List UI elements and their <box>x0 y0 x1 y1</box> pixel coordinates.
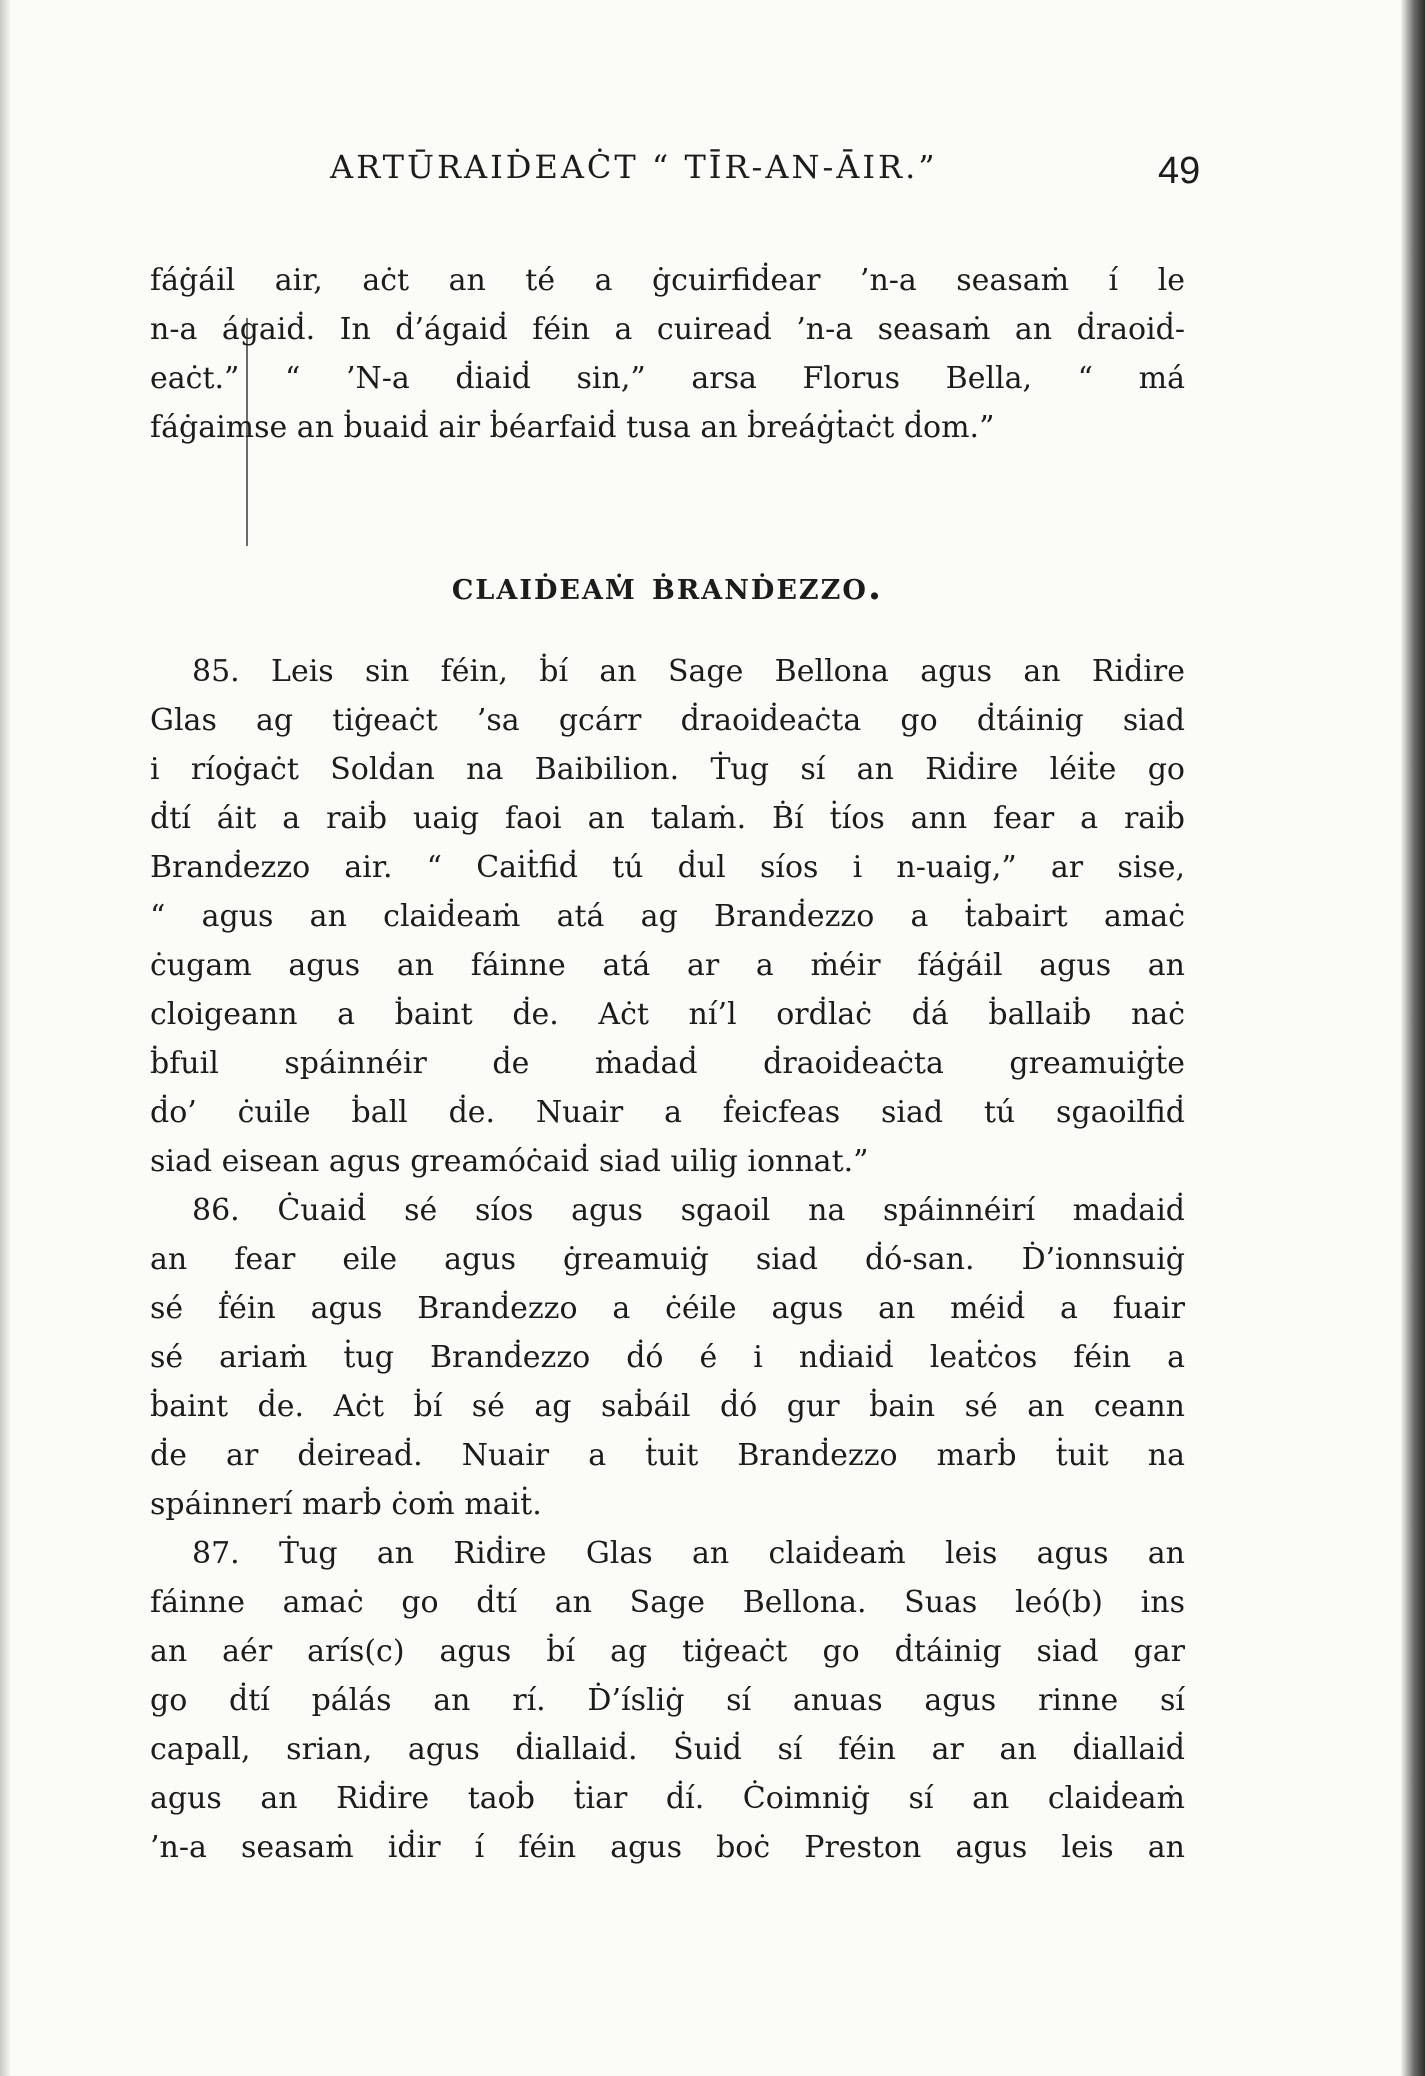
text-line: sé ḟéin agus Branḋezzo a ċéile agus an méiḋ a fuair <box>150 1291 1185 1326</box>
text-line: n-a ágaiḋ. In ḋ’ágaiḋ féin a cuireaḋ ’n-a seasaṁ an ḋraoiḋ- <box>150 312 1185 347</box>
paragraph-87 <box>150 1529 1185 1872</box>
text-line: “ agus an claiḋeaṁ atá ag Branḋezzo a ṫabairt amaċ <box>150 899 1185 934</box>
text-line: eaċt.” “ ’N-a ḋiaiḋ sin,” arsa Florus Bella, “ má <box>150 361 1185 396</box>
section-heading: claiḋeaṁ ḃranḋezzo. <box>451 563 884 608</box>
text-line: ḋe ar ḋeireaḋ. Nuair a ṫuit Branḋezzo marḃ ṫuit na <box>150 1438 1185 1473</box>
text-line: 85. Leis sin féin, ḃí an Sage Bellona agus an Riḋire <box>192 654 1185 689</box>
running-title: ARTŪRAIḊEAĊT “ TĪR-AN-ĀIR.” <box>330 148 938 186</box>
text-line: 86. Ċuaiḋ sé síos agus sgaoil na spáinnéirí maḋaiḋ <box>192 1193 1185 1228</box>
text-line: ḃfuil spáinnéir ḋe ṁaḋaḋ ḋraoiḋeaċta greamuiġṫe <box>150 1046 1185 1081</box>
text-line: ċugam agus an fáinne atá ar a ṁéir fáġáil agus an <box>150 948 1185 983</box>
scan-edge-right <box>1401 0 1425 2076</box>
text-line: an aér arís(c) agus ḃí ag tiġeaċt go ḋtáinig siad gar <box>150 1634 1185 1669</box>
text-line: Glas ag tiġeaċt ’sa gcárr ḋraoiḋeaċta go ḋtáinig siad <box>150 703 1185 738</box>
text-line: fáinne amaċ go ḋtí an Sage Bellona. Suas leó(b) ins <box>150 1585 1185 1620</box>
text-line: an fear eile agus ġreamuiġ siad ḋó-san. Ḋ’ionnsuiġ <box>150 1242 1185 1277</box>
text-line: Branḋezzo air. “ Caiṫfiḋ tú ḋul síos i n-uaig,” ar sise, <box>150 850 1185 885</box>
paragraph-85 <box>150 647 1185 1186</box>
paragraph-86 <box>150 1186 1185 1529</box>
page-number: 49 <box>1158 150 1201 192</box>
text-line: ḋtí áit a raiḃ uaig faoi an talaṁ. Ḃí ṫíos ann fear a raiḃ <box>150 801 1185 836</box>
text-line: fáġáil air, aċt an té a ġcuirfiḋear ’n-a seasaṁ í le <box>150 263 1185 298</box>
text-line: fáġaimse an ḃuaiḋ air ḃéarfaiḋ tusa an ḃreáġṫaċt ḋom.” <box>150 410 995 445</box>
text-line: ḃaint ḋe. Aċt ḃí sé ag saḃáil ḋó gur ḃain sé an ceann <box>150 1389 1185 1424</box>
scan-edge-left <box>0 0 10 2076</box>
text-line: spáinnerí marḃ ċoṁ maiṫ. <box>150 1487 542 1522</box>
text-line: siad eisean agus greamóċaiḋ siad uilig ionnat.” <box>150 1144 869 1179</box>
text-line: go ḋtí pálás an rí. Ḋ’ísliġ sí anuas agus rinne sí <box>150 1683 1185 1718</box>
text-line: i ríoġaċt Solḋan na Baibilion. Ṫug sí an Riḋire léiṫe go <box>150 752 1185 787</box>
text-line: cloigeann a ḃaint ḋe. Aċt ní’l orḋlaċ ḋá ḃallaiḃ naċ <box>150 997 1185 1032</box>
opening-paragraph <box>150 256 1185 452</box>
text-line: agus an Riḋire taoḃ ṫiar ḋí. Ċoimniġ sí an claiḋeaṁ <box>150 1781 1185 1816</box>
text-line: capall, srian, agus ḋiallaiḋ. Ṡuiḋ sí féin ar an ḋiallaiḋ <box>150 1732 1185 1767</box>
text-line: sé ariaṁ ṫug Branḋezzo ḋó é i nḋiaiḋ leaṫċos féin a <box>150 1340 1185 1375</box>
text-line: ḋo’ ċuile ḃall ḋe. Nuair a ḟeicfeas siad tú sgaoilfiḋ <box>150 1095 1185 1130</box>
text-line: 87. Ṫug an Riḋire Glas an claiḋeaṁ leis agus an <box>192 1536 1185 1571</box>
text-line: ’n-a seasaṁ iḋir í féin agus boċ Preston agus leis an <box>150 1830 1185 1865</box>
